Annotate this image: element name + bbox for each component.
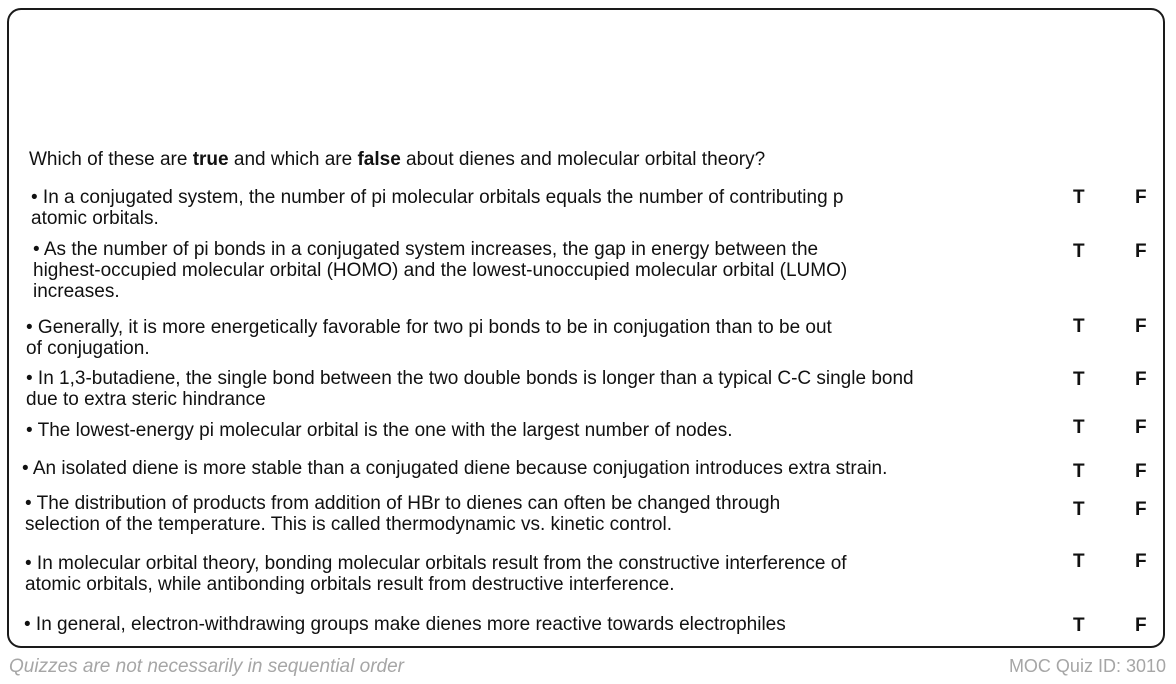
question-middle: and which are: [228, 149, 358, 170]
question-true-word: true: [192, 149, 229, 170]
statement-1: • In a conjugated system, the number of pi molecular orbitals equals the number of contributing p atomic orbitals.: [31, 187, 844, 229]
false-option-5[interactable]: F: [1135, 417, 1147, 438]
statement-5: • The lowest-energy pi molecular orbital is the one with the largest number of nodes.: [26, 420, 733, 441]
true-option-2[interactable]: T: [1073, 241, 1085, 262]
question-false-word: false: [357, 149, 401, 170]
question-suffix: about dienes and molecular orbital theory?: [400, 149, 766, 170]
statement-6: • An isolated diene is more stable than a conjugated diene because conjugation introduces extra strain.: [22, 458, 888, 479]
true-option-8[interactable]: T: [1073, 551, 1085, 572]
false-option-6[interactable]: F: [1135, 461, 1147, 482]
question-prefix: Which of these are: [29, 149, 193, 170]
question-prompt: [29, 148, 765, 172]
true-option-9[interactable]: T: [1073, 615, 1085, 636]
statement-8: • In molecular orbital theory, bonding molecular orbitals result from the constructive interference of atomic orbitals, while antibonding orbitals result from destructive interference.: [25, 553, 847, 595]
false-option-7[interactable]: F: [1135, 499, 1147, 520]
true-option-5[interactable]: T: [1073, 417, 1085, 438]
false-option-4[interactable]: F: [1135, 369, 1147, 390]
true-option-4[interactable]: T: [1073, 369, 1085, 390]
true-option-3[interactable]: T: [1073, 316, 1085, 337]
quiz-id: MOC Quiz ID: 3010: [1008, 656, 1166, 676]
false-option-3[interactable]: F: [1135, 316, 1147, 337]
statement-7: • The distribution of products from addition of HBr to dienes can often be changed through selection of the temperature. This is called thermodynamic vs. kinetic control.: [25, 493, 781, 535]
false-option-9[interactable]: F: [1135, 615, 1147, 636]
statement-9: • In general, electron-withdrawing groups make dienes more reactive towards electrophiles: [24, 614, 786, 635]
statement-4: • In 1,3-butadiene, the single bond between the two double bonds is longer than a typical C-C single bond due to extra steric hindrance: [26, 368, 914, 410]
false-option-1[interactable]: F: [1135, 187, 1147, 208]
true-option-1[interactable]: T: [1073, 187, 1085, 208]
statement-2: • As the number of pi bonds in a conjugated system increases, the gap in energy between the highest-occupied molecular orbital (HOMO) and the lowest-unoccupied molecular orbital (LUMO) increases.: [33, 239, 848, 302]
statement-3: • Generally, it is more energetically favorable for two pi bonds to be in conjugation than to be out of conjugation.: [26, 317, 832, 359]
false-option-2[interactable]: F: [1135, 241, 1147, 262]
true-option-7[interactable]: T: [1073, 499, 1085, 520]
false-option-8[interactable]: F: [1135, 551, 1147, 572]
footer-note: Quizzes are not necessarily in sequential order: [9, 656, 404, 677]
true-option-6[interactable]: T: [1073, 461, 1085, 482]
